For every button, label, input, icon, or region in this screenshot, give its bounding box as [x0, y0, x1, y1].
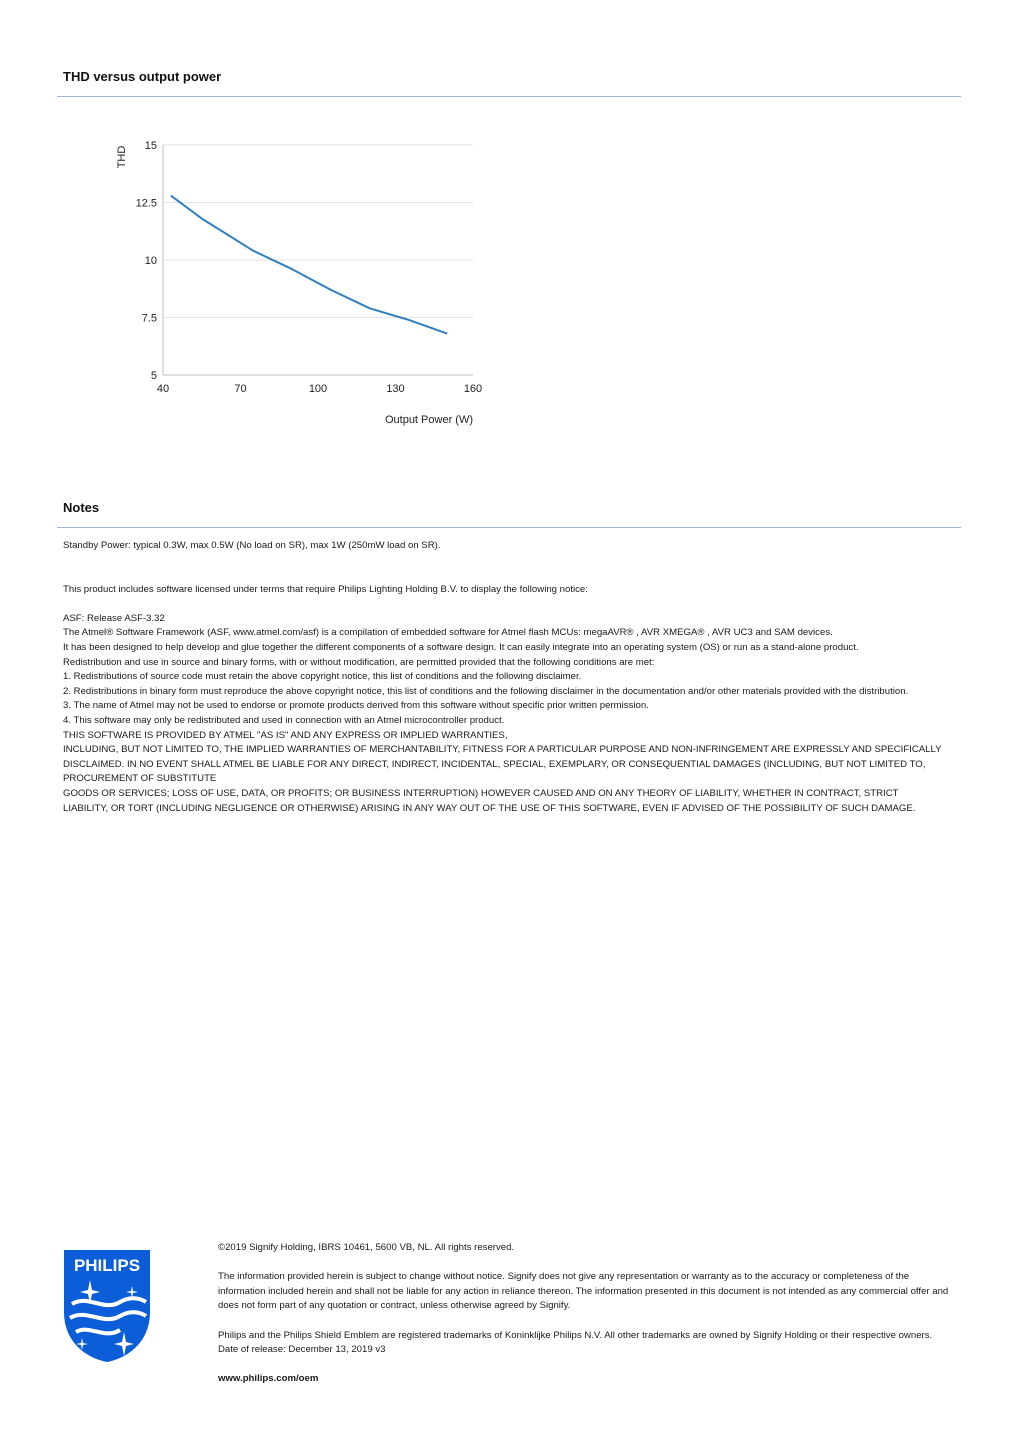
x-tick-label: 40 — [156, 383, 170, 395]
philips-oem-link[interactable]: www.philips.com/oem — [218, 1373, 319, 1385]
thd-section-divider — [57, 96, 961, 97]
trademark-text: Philips and the Philips Shield Emblem are registered trademarks of Koninklijke Philips N.V. All other trademarks are owned by Signify Holding or their respective owners. — [218, 1329, 933, 1341]
asf-line: GOODS OR SERVICES; LOSS OF USE, DATA, OR PROFITS; OR BUSINESS INTERRUPTION) HOWEVER CAUSED AND ON ANY THEORY OF LIABILITY, WHETHER IN CONTRACT, STRICT LIABILITY, OR TORT (INCLUDING NEGLIGENCE OR OTHERWISE) ARISING IN ANY WAY OUT OF THE USE OF THIS SOFTWARE, EVEN IF ADVISED OF THE POSSIBILITY OF SUCH DAMAGE. — [63, 787, 916, 814]
notes-section-title: Notes — [63, 500, 100, 515]
y-tick-label: 12.5 — [135, 197, 157, 210]
footer-text — [218, 1241, 958, 1387]
asf-line: Redistribution and use in source and binary forms, with or without modification, are permitted provided that the following conditions are met: — [63, 656, 655, 668]
x-tick-label: 100 — [308, 383, 328, 395]
asf-line: It has been designed to help develop and glue together the different components of a software design. It can easily integrate into an operating system (OS) or run as a stand-alone product. — [63, 641, 859, 653]
thd-line-chart — [100, 125, 500, 435]
asf-line: The Atmel® Software Framework (ASF, www.atmel.com/asf) is a compilation of embedded software for Atmel flash MCUs: megaAVR® , AVR XMEGA® , AVR UC3 and SAM devices. — [63, 627, 833, 639]
y-tick-label: 7.5 — [141, 312, 157, 325]
x-axis-label: Output Power (W) — [384, 414, 473, 426]
asf-line: 3. The name of Atmel may not be used to endorse or promote products derived from this software without specific prior written permission. — [63, 700, 649, 712]
asf-line: 1. Redistributions of source code must retain the above copyright notice, this list of conditions and the following disclaimer. — [63, 671, 582, 683]
asf-line: 4. This software may only be redistributed and used in connection with an Atmel microcontroller product. — [63, 714, 505, 726]
thd-series-line — [171, 196, 447, 334]
standby-power-note: Standby Power: typical 0.3W, max 0.5W (No load on SR), max 1W (250mW load on SR). — [63, 540, 441, 551]
release-date: Date of release: December 13, 2019 v3 — [218, 1344, 386, 1356]
thd-section-title: THD versus output power — [63, 69, 222, 84]
y-axis-label: THD — [116, 145, 128, 169]
y-tick-label: 15 — [144, 140, 157, 152]
disclaimer-text: The information provided herein is subject to change without notice. Signify does not give any representation or warranty as to the accuracy or completeness of the information included herein and shall not be liable for any action in reliance thereon. The information presented in this document is not intended as any commercial offer and does not form part of any quotation or contract, unless otherwise agreed by Signify. — [218, 1271, 949, 1312]
notes-body — [63, 539, 943, 816]
x-tick-label: 70 — [234, 383, 247, 395]
copyright-text: ©2019 Signify Holding, IBRS 10461, 5600 VB, NL. All rights reserved. — [218, 1242, 515, 1253]
asf-line: 2. Redistributions in binary form must reproduce the above copyright notice, this list of conditions and the following disclaimer in the documentation and/or other materials provided with the distribution. — [63, 685, 909, 697]
philips-shield-logo — [60, 1246, 154, 1364]
asf-license-text — [63, 612, 943, 816]
notes-section-divider — [57, 527, 961, 528]
asf-line: INCLUDING, BUT NOT LIMITED TO, THE IMPLIED WARRANTIES OF MERCHANTABILITY, FITNESS FOR A PARTICULAR PURPOSE AND NON-INFRINGEMENT ARE EXPRESSLY AND SPECIFICALLY DISCLAIMED. IN NO EVENT SHALL ATMEL BE LIABLE FOR ANY DIRECT, INDIRECT, INCIDENTAL, SPECIAL, EXEMPLARY, OR CONSEQUENTIAL DAMAGES (INCLUDING, BUT NOT LIMITED TO, PROCUREMENT OF SUBSTITUTE — [63, 744, 942, 785]
y-tick-label: 5 — [150, 370, 157, 382]
philips-wordmark: PHILIPS — [73, 1256, 141, 1275]
asf-line: THIS SOFTWARE IS PROVIDED BY ATMEL "AS IS" AND ANY EXPRESS OR IMPLIED WARRANTIES, — [63, 729, 508, 741]
y-tick-label: 10 — [144, 255, 157, 267]
x-tick-label: 130 — [386, 383, 405, 395]
x-tick-label: 160 — [463, 383, 483, 395]
asf-line: ASF: Release ASF-3.32 — [63, 612, 165, 624]
software-notice: This product includes software licensed under terms that require Philips Lighting Holding B.V. to display the following notice: — [63, 583, 588, 595]
